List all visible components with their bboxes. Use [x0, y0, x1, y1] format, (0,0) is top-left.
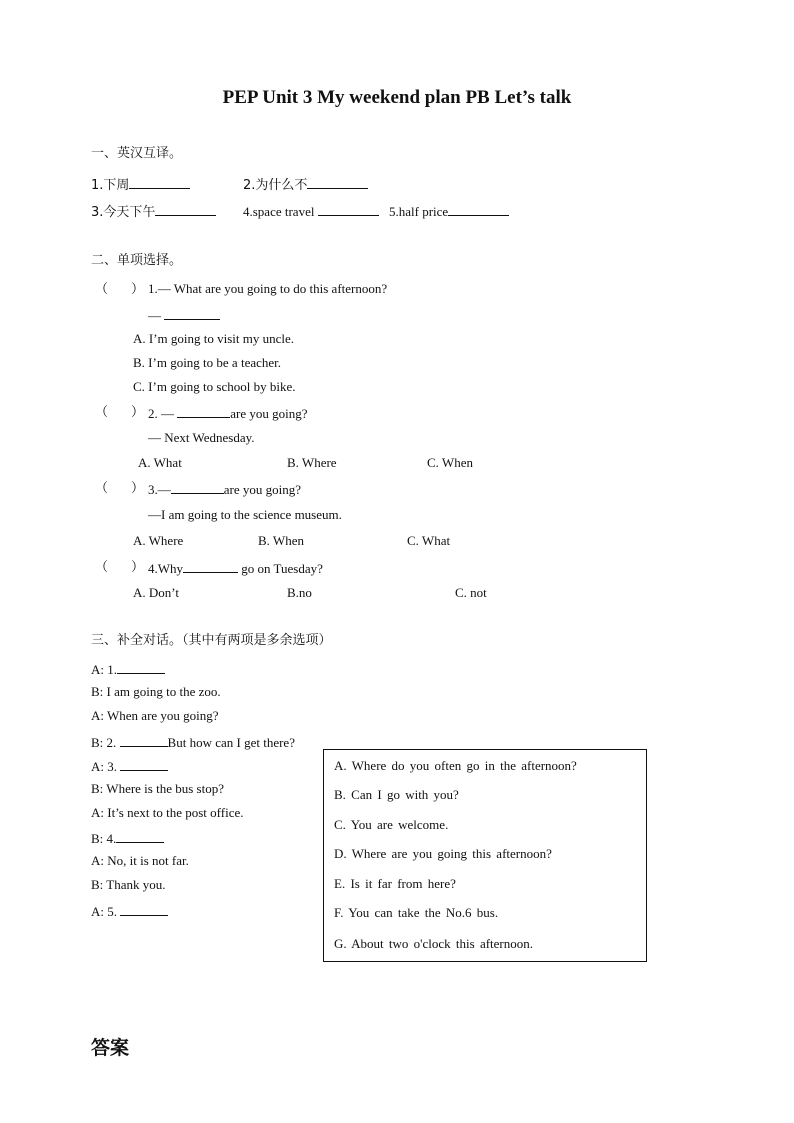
- answer-blank[interactable]: [307, 176, 368, 189]
- dialog-line-9: A: No, it is not far.: [91, 853, 189, 868]
- q1-paren-open: （: [95, 281, 109, 296]
- answer-blank[interactable]: [448, 203, 509, 216]
- dialog-line-6: B: Where is the bus stop?: [91, 781, 224, 796]
- q3-option-c[interactable]: C. What: [407, 533, 451, 548]
- page-title: PEP Unit 3 My weekend plan PB Let’s talk: [222, 87, 572, 108]
- answer-blank[interactable]: [120, 758, 168, 771]
- answer-blank[interactable]: [116, 830, 164, 843]
- answer-blank[interactable]: [183, 560, 238, 573]
- s1-item-1: 1.下周: [91, 176, 190, 192]
- answer-blank[interactable]: [129, 176, 190, 189]
- dialog-line-4: B: 2. But how can I get there?: [91, 735, 295, 750]
- q1-option-a[interactable]: A. I’m going to visit my uncle.: [133, 331, 295, 346]
- q3-option-b[interactable]: B. When: [258, 533, 304, 548]
- answer-blank[interactable]: [120, 734, 168, 747]
- section1-heading: 一、英汉互译。: [91, 146, 183, 161]
- dialog-option-g[interactable]: G. About two o'clock this afternoon.: [334, 936, 534, 951]
- q3-reply: —I am going to the science museum.: [148, 507, 342, 522]
- q1-reply: —: [148, 307, 220, 322]
- answer-blank[interactable]: [155, 203, 216, 216]
- q3-option-a[interactable]: A. Where: [133, 533, 184, 548]
- q3-paren-close: ）: [131, 480, 145, 495]
- q2-stem: 2. — are you going?: [148, 406, 308, 421]
- q1-stem: 1.— What are you going to do this afternoon?: [148, 281, 388, 296]
- dialog-line-10: B: Thank you.: [91, 877, 166, 892]
- dialog-option-e[interactable]: E. Is it far from here?: [334, 876, 456, 891]
- q2-reply: — Next Wednesday.: [148, 430, 255, 445]
- q2-paren-open: （: [95, 404, 109, 419]
- s1-item-4: 4.space travel: [243, 203, 379, 218]
- dialog-line-11: A: 5.: [91, 903, 168, 918]
- answer-heading: 答案: [91, 1037, 130, 1059]
- dialog-line-2: B: I am going to the zoo.: [91, 684, 221, 699]
- q2-option-a[interactable]: A. What: [138, 455, 182, 470]
- dialog-line-5: A: 3.: [91, 758, 168, 773]
- dialog-option-c[interactable]: C. You are welcome.: [334, 817, 449, 832]
- dialog-option-f[interactable]: F. You can take the No.6 bus.: [334, 905, 499, 920]
- dialog-line-7: A: It’s next to the post office.: [91, 805, 244, 820]
- q4-paren-open: （: [95, 559, 109, 574]
- dialog-line-3: A: When are you going?: [91, 708, 219, 723]
- dialog-line-8: B: 4.: [91, 830, 164, 845]
- answer-blank[interactable]: [117, 661, 165, 674]
- q1-option-b[interactable]: B. I’m going to be a teacher.: [133, 355, 282, 370]
- q4-option-a[interactable]: A. Don’t: [133, 585, 179, 600]
- answer-blank[interactable]: [177, 405, 230, 418]
- section2-heading: 二、单项选择。: [91, 253, 183, 268]
- s1-item-3: 3.今天下午: [91, 203, 216, 219]
- section3-heading: 三、补全对话。（其中有两项是多余选项）: [91, 633, 332, 648]
- s1-item-5: 5.half price: [389, 203, 509, 218]
- dialog-option-b[interactable]: B. Can I go with you?: [334, 787, 459, 802]
- q4-option-c[interactable]: C. not: [455, 585, 487, 600]
- q4-paren-close: ）: [131, 559, 145, 574]
- q2-option-c[interactable]: C. When: [427, 455, 473, 470]
- answer-blank[interactable]: [171, 481, 224, 494]
- q4-stem: 4.Why go on Tuesday?: [148, 561, 323, 576]
- answer-blank[interactable]: [164, 307, 220, 320]
- q3-stem: 3.— are you going?: [148, 482, 302, 497]
- dialog-line-1: A: 1.: [91, 661, 165, 676]
- dialog-option-a[interactable]: A. Where do you often go in the afternoon?: [334, 758, 577, 773]
- answer-blank[interactable]: [120, 903, 168, 916]
- q4-option-b[interactable]: B.no: [287, 585, 312, 600]
- dialog-option-d[interactable]: D. Where are you going this afternoon?: [334, 846, 552, 861]
- answer-blank[interactable]: [318, 203, 379, 216]
- q2-option-b[interactable]: B. Where: [287, 455, 337, 470]
- s1-item-2: 2.为什么不: [243, 176, 368, 192]
- q1-paren-close: ）: [131, 281, 145, 296]
- q3-paren-open: （: [95, 480, 109, 495]
- q2-paren-close: ）: [131, 404, 145, 419]
- q1-option-c[interactable]: C. I’m going to school by bike.: [133, 379, 296, 394]
